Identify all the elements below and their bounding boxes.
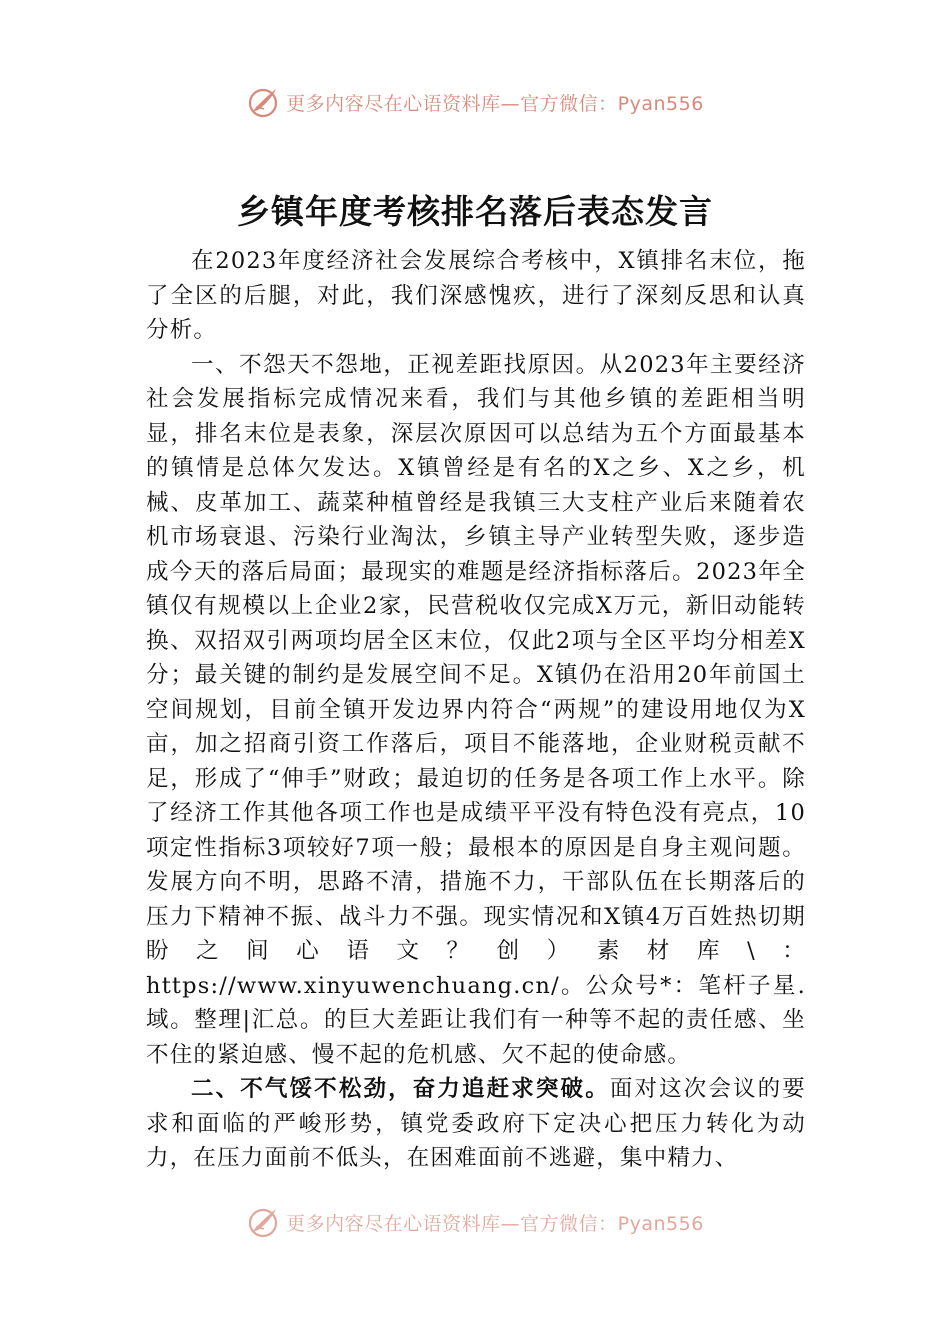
paragraph-section-one — [146, 348, 806, 1073]
quill-seal-icon — [246, 1205, 280, 1239]
section-heading: 二、不气馁不松劲，奋力追赶求突破。 — [191, 1076, 610, 1102]
watermark-text: 更多内容尽在心语资料库—官方微信：Pyan556 — [286, 1212, 704, 1235]
quill-seal-icon — [246, 85, 280, 119]
paragraph-section-two — [146, 1072, 806, 1176]
paragraph-intro — [146, 244, 806, 348]
document-body — [146, 244, 806, 1176]
watermark-header — [0, 84, 950, 120]
paragraph-text: 一、不怨天不怨地，正视差距找原因。从2023年主要经济社会发展指标完成情况来看，我们与其他乡镇的差距相当明显，排名末位是表象，深层次原因可以总结为五个方面最基本的镇情是总体欠发达。X镇曾经是有名的X之乡、X之乡，机械、皮革加工、蔬菜种植曾经是我镇三大支柱产业后来随着农机市场衰退、污染行业淘汰，乡镇主导产业转型失败，逐步造成今天的落后局面；最现实的难题是经济指标落后。2023年全镇仅有规模以上企业2家，民营税收仅完成X万元，新旧动能转换、双招双引两项均居全区末位，仅此2项与全区平均分相差X分；最关键的制约是发展空间不足。X镇仍在沿用20年前国土空间规划，目前全镇开发边界内符合“两规”的建设用地仅为X亩，加之招商引资工作落后，项目不能落地，企业财税贡献不足，形成了“伸手”财政；最迫切的任务是各项工作上水平。除了经济工作其他各项工作也是成绩平平没有特色没有亮点，10项定性指标3项较好7项一般；最根本的原因是自身主观问题。发展方向不明，思路不清，措施不力，干部队伍在长期落后的压力下精神不振、战斗力不强。现实情况和X镇4万百姓热切期盼之间心语文？创）素材库\：https://www.xinyuwenchuang.cn/。公众号*：笔杆子星.域。整理|汇总。的巨大差距让我们有一种等不起的责任感、坐不住的紧迫感、慢不起的危机感、欠不起的使命感。 — [146, 351, 806, 1068]
paragraph-text: 面对这次会议的要求和面临的严峻形势，镇党委政府下定决心把压力转化为动力，在压力面前不低头，在困难面前不逃避，集中精力、 — [146, 1076, 806, 1171]
watermark-text: 更多内容尽在心语资料库—官方微信：Pyan556 — [286, 92, 704, 115]
document-title: 乡镇年度考核排名落后表态发言 — [237, 192, 713, 231]
paragraph-text: 在2023年度经济社会发展综合考核中，X镇排名末位，拖了全区的后腿，对此，我们深感愧疚，进行了深刻反思和认真分析。 — [146, 248, 806, 343]
watermark-footer — [0, 1206, 950, 1238]
